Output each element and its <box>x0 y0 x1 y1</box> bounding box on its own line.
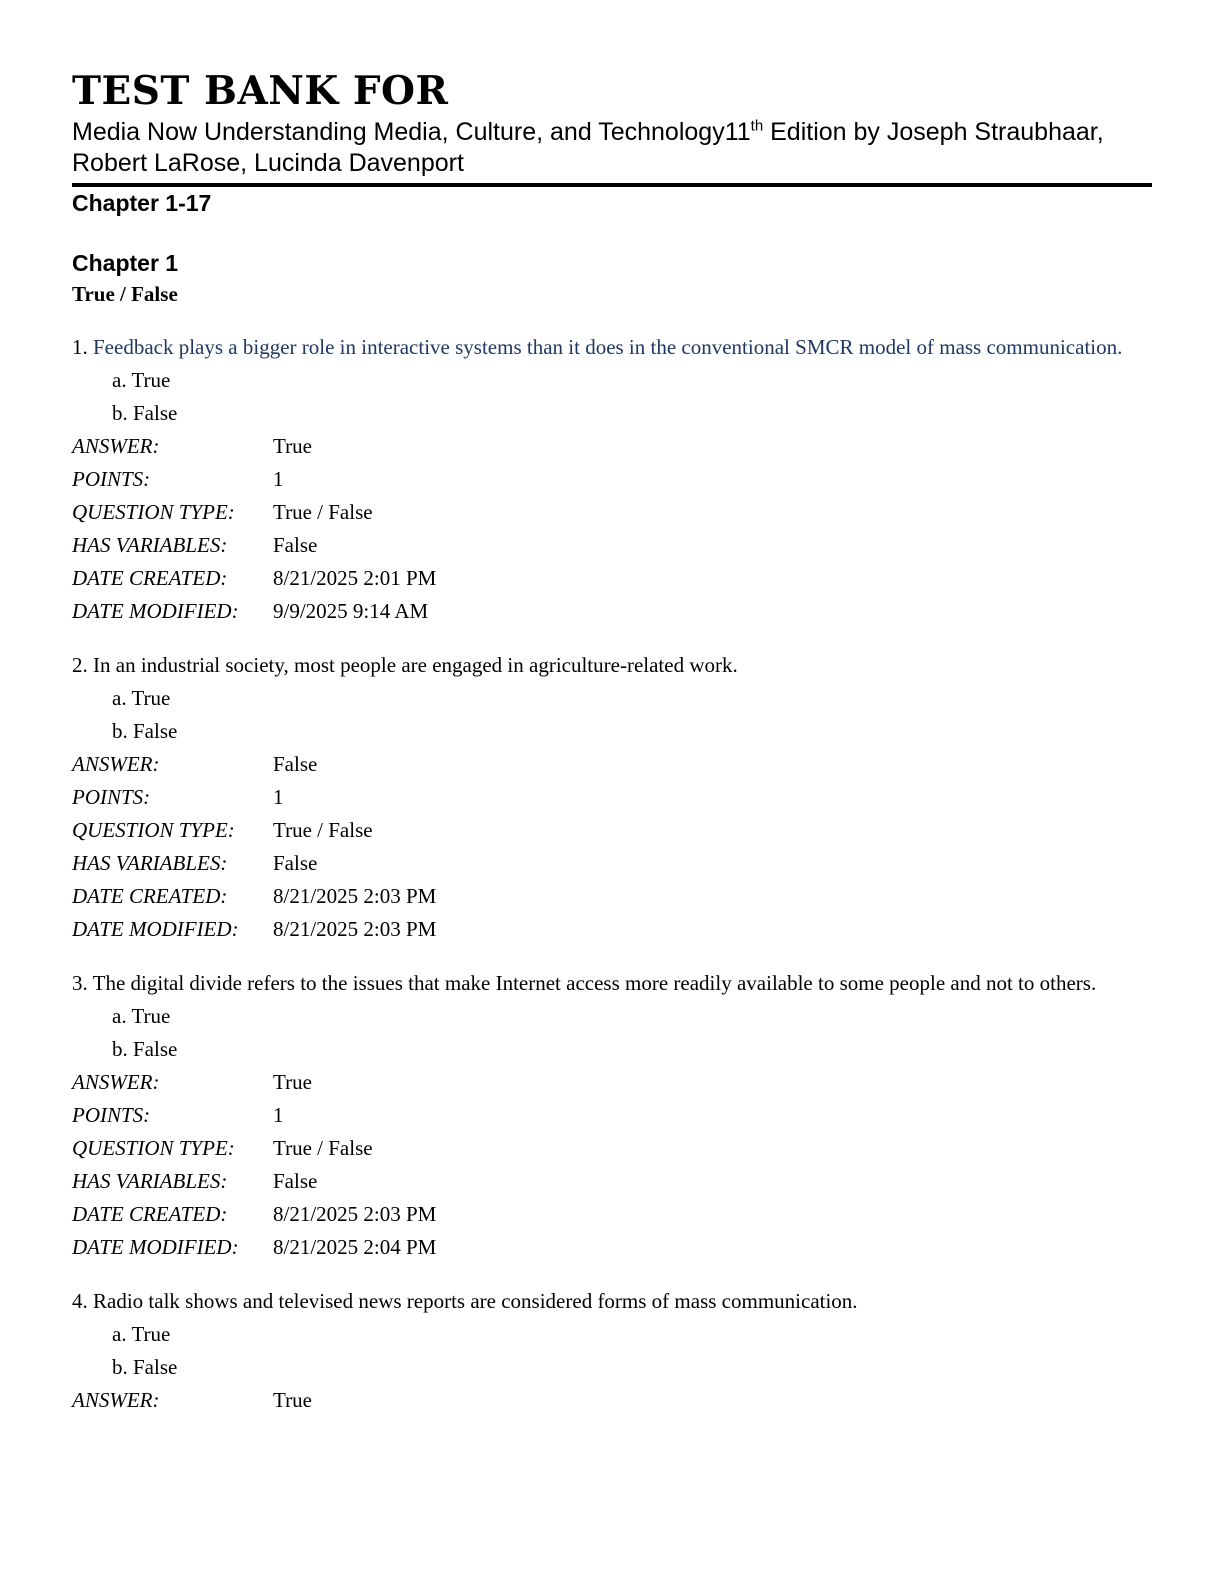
question-4-option-a: a. True <box>112 1322 171 1346</box>
question-block-2 <box>72 649 1152 946</box>
meta-value-date-created: 8/21/2025 2:03 PM <box>273 1202 437 1226</box>
meta-label-answer: ANSWER: <box>72 434 160 458</box>
meta-label-answer: ANSWER: <box>72 1388 160 1412</box>
question-2 <box>72 649 1152 682</box>
meta-label-date-created: DATE CREATED: <box>72 566 228 590</box>
question-1-option-b: b. False <box>112 401 178 425</box>
meta-label-question-type: QUESTION TYPE: <box>72 1136 235 1160</box>
meta-label-question-type: QUESTION TYPE: <box>72 818 235 842</box>
question-4-number: 4. <box>72 1289 88 1313</box>
meta-label-points: POINTS: <box>72 785 151 809</box>
meta-label-has-variables: HAS VARIABLES: <box>72 533 228 557</box>
question-3-option-a: a. True <box>112 1004 171 1028</box>
meta-value-has-variables: False <box>273 851 318 875</box>
question-1-link[interactable]: Feedback plays a bigger role in interactive systems than it does in the conventional SMCR model of mass communication. <box>93 335 1123 359</box>
book-subtitle <box>72 117 1152 179</box>
question-3-text: The digital divide refers to the issues that make Internet access more readily available to some people and not to others. <box>92 971 1097 995</box>
subtitle-text-part1: Media Now Understanding Media, Culture, and Technology11 <box>72 118 751 146</box>
question-3-option-b: b. False <box>112 1037 178 1061</box>
question-3-number: 3. <box>72 971 88 995</box>
question-type-heading: True / False <box>72 282 178 306</box>
meta-value-points: 1 <box>273 467 284 491</box>
meta-label-answer: ANSWER: <box>72 1070 160 1094</box>
meta-value-date-modified: 8/21/2025 2:04 PM <box>273 1235 437 1259</box>
meta-row-answer <box>72 1066 1152 1099</box>
meta-label-points: POINTS: <box>72 1103 151 1127</box>
question-4-option-b: b. False <box>112 1355 178 1379</box>
meta-value-date-created: 8/21/2025 2:03 PM <box>273 884 437 908</box>
meta-row-question-type <box>72 1132 1152 1165</box>
meta-value-date-created: 8/21/2025 2:01 PM <box>273 566 437 590</box>
meta-label-date-created: DATE CREATED: <box>72 1202 228 1226</box>
meta-label-has-variables: HAS VARIABLES: <box>72 1169 228 1193</box>
question-2-text: In an industrial society, most people are engaged in agriculture-related work. <box>93 653 738 677</box>
meta-row-has-variables <box>72 1165 1152 1198</box>
subtitle-superscript: th <box>750 117 764 135</box>
question-1-number: 1. <box>72 335 88 359</box>
meta-value-points: 1 <box>273 1103 284 1127</box>
meta-label-date-modified: DATE MODIFIED: <box>72 599 239 623</box>
meta-row-answer <box>72 430 1152 463</box>
meta-value-question-type: True / False <box>273 818 373 842</box>
meta-row-has-variables <box>72 529 1152 562</box>
meta-row-date-modified <box>72 913 1152 946</box>
meta-value-answer: True <box>273 1388 312 1412</box>
meta-label-points: POINTS: <box>72 467 151 491</box>
question-4-text: Radio talk shows and televised news reports are considered forms of mass communication. <box>93 1289 858 1313</box>
subtitle-text-part2: Edition by Joseph Straubhaar, Robert LaRose, Lucinda Davenport <box>72 118 1104 177</box>
meta-row-answer <box>72 1384 1152 1417</box>
meta-label-has-variables: HAS VARIABLES: <box>72 851 228 875</box>
question-1 <box>72 331 1152 364</box>
meta-label-question-type: QUESTION TYPE: <box>72 500 235 524</box>
meta-value-has-variables: False <box>273 1169 318 1193</box>
question-block-4 <box>72 1285 1152 1417</box>
meta-value-has-variables: False <box>273 533 318 557</box>
meta-value-answer: False <box>273 752 318 776</box>
meta-row-date-created <box>72 880 1152 913</box>
meta-label-date-created: DATE CREATED: <box>72 884 228 908</box>
meta-row-date-modified <box>72 1231 1152 1264</box>
meta-row-date-created <box>72 562 1152 595</box>
meta-row-date-modified <box>72 595 1152 628</box>
page-title: TEST BANK FOR <box>72 68 449 114</box>
meta-value-question-type: True / False <box>273 500 373 524</box>
meta-value-answer: True <box>273 434 312 458</box>
meta-row-question-type <box>72 814 1152 847</box>
meta-value-answer: True <box>273 1070 312 1094</box>
question-4 <box>72 1285 1152 1318</box>
meta-value-date-modified: 9/9/2025 9:14 AM <box>273 599 429 623</box>
meta-label-date-modified: DATE MODIFIED: <box>72 917 239 941</box>
meta-row-points <box>72 1099 1152 1132</box>
question-2-option-b: b. False <box>112 719 178 743</box>
meta-row-date-created <box>72 1198 1152 1231</box>
question-2-number: 2. <box>72 653 88 677</box>
chapter-title: Chapter 1 <box>72 250 179 276</box>
chapter-range: Chapter 1-17 <box>72 190 212 216</box>
meta-row-has-variables <box>72 847 1152 880</box>
meta-row-points <box>72 781 1152 814</box>
question-1-option-a: a. True <box>112 368 171 392</box>
question-block-3 <box>72 967 1152 1264</box>
header-divider <box>72 183 1152 187</box>
meta-value-points: 1 <box>273 785 284 809</box>
meta-value-date-modified: 8/21/2025 2:03 PM <box>273 917 437 941</box>
question-3 <box>72 967 1152 1000</box>
question-2-option-a: a. True <box>112 686 171 710</box>
meta-row-answer <box>72 748 1152 781</box>
meta-row-question-type <box>72 496 1152 529</box>
question-block-1 <box>72 331 1152 628</box>
meta-value-question-type: True / False <box>273 1136 373 1160</box>
meta-label-answer: ANSWER: <box>72 752 160 776</box>
meta-row-points <box>72 463 1152 496</box>
meta-label-date-modified: DATE MODIFIED: <box>72 1235 239 1259</box>
